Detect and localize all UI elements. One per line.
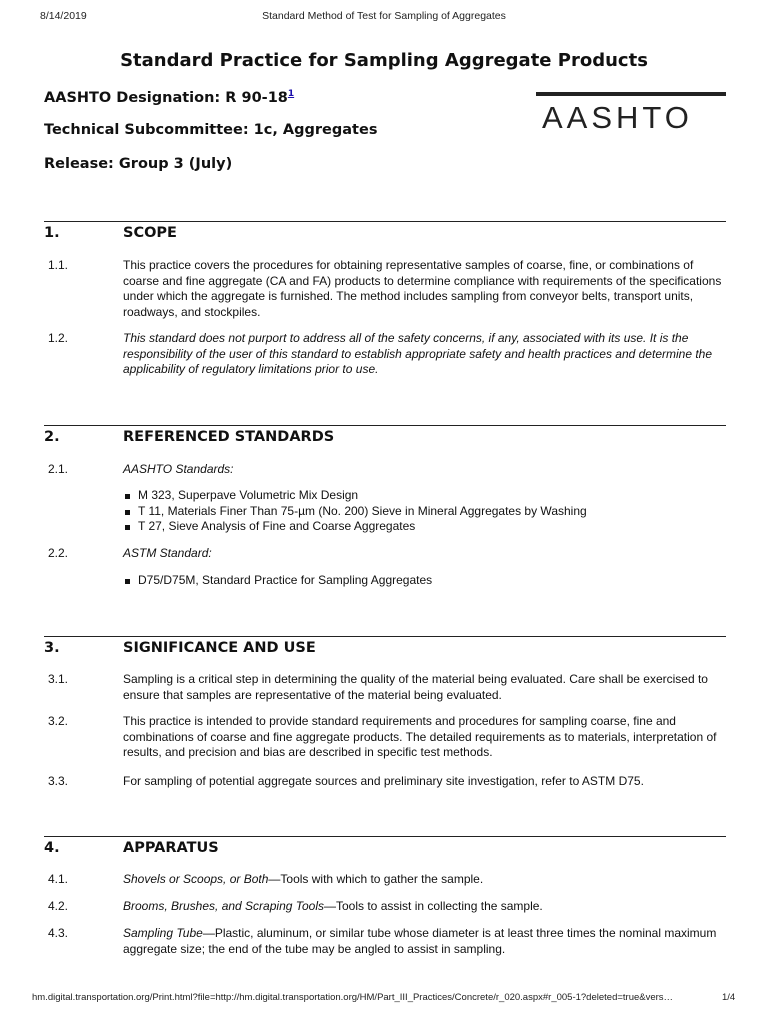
section-title: SCOPE xyxy=(123,225,177,241)
section-divider xyxy=(44,425,726,426)
footnote-link[interactable]: 1 xyxy=(287,89,295,99)
item-term: Brooms, Brushes, and Scraping Tools xyxy=(123,899,324,913)
item-text: For sampling of potential aggregate sources and preliminary site investigation, refer to ASTM D75. xyxy=(123,774,644,788)
section-number: 4. xyxy=(44,840,60,856)
list-item: M 323, Superpave Volumetric Mix Design xyxy=(123,488,587,504)
print-header xyxy=(0,6,768,22)
section-number: 1. xyxy=(44,225,60,241)
item-number: 4.3. xyxy=(48,926,69,940)
designation-label: AASHTO Designation: R 90-18 xyxy=(44,89,288,106)
item-text: ASTM Standard: xyxy=(123,546,212,560)
item-term: Sampling Tube xyxy=(123,926,203,940)
list-item: T 11, Materials Finer Than 75-µm (No. 200) Sieve in Mineral Aggregates by Washing xyxy=(123,504,587,520)
item-text xyxy=(123,899,723,915)
page-number: 1/4 xyxy=(722,992,736,1003)
item-number: 4.2. xyxy=(48,899,69,913)
reference-list xyxy=(123,488,587,535)
section-number: 2. xyxy=(44,429,60,445)
item-text: This practice covers the procedures for obtaining representative samples of coarse, fine, or combinations of coarse and fine aggregate (CA and FA) products to determine compliance with requirements of the specifications under which the aggregate is furnished. The method includes sampling from conveyor belts, transport units, roadways, and stockpiles. xyxy=(123,258,722,319)
item-number: 1.1. xyxy=(48,258,69,272)
page-url: hm.digital.transportation.org/Print.html?file=http://hm.digital.transportation.org/HM/Part_III_Practices/Concrete/r_020.aspx#r_005-1?deleted=true&vers… xyxy=(32,992,674,1003)
section-number: 3. xyxy=(44,640,60,656)
item-number: 4.1. xyxy=(48,872,69,886)
reference-list xyxy=(123,573,432,589)
designation xyxy=(44,89,294,106)
print-date: 8/14/2019 xyxy=(40,10,87,22)
item-text: This standard does not purport to address all of the safety concerns, if any, associated with its use. It is the responsibility of the user of this standard to establish appropriate safety and health practices and determine the applicability of regulatory limitations prior to use. xyxy=(123,331,713,376)
logo-text: AASHTO xyxy=(542,100,693,132)
item-text: AASHTO Standards: xyxy=(123,462,234,476)
section-title: SIGNIFICANCE AND USE xyxy=(123,640,316,656)
section-title: APPARATUS xyxy=(123,840,219,856)
item-definition: —Tools with which to gather the sample. xyxy=(268,872,484,886)
list-item: T 27, Sieve Analysis of Fine and Coarse Aggregates xyxy=(123,519,587,535)
section-divider xyxy=(44,636,726,637)
document-title: Standard Practice for Sampling Aggregate Products xyxy=(120,50,648,71)
aashto-logo xyxy=(536,92,726,132)
item-text: This practice is intended to provide standard requirements and procedures for sampling coarse, fine and combinations of coarse and fine aggregate products. The detailed requirements as to materials, interpretation of results, and precision and bias are described in specific test methods. xyxy=(123,714,717,759)
item-number: 3.3. xyxy=(48,774,69,788)
item-number: 3.1. xyxy=(48,672,69,686)
item-text: Sampling is a critical step in determining the quality of the material being evaluated. Care shall be exercised to ensure that samples are representative of the material being evaluated. xyxy=(123,672,708,702)
section-divider xyxy=(44,836,726,837)
item-number: 2.2. xyxy=(48,546,69,560)
item-text xyxy=(123,872,723,888)
item-number: 3.2. xyxy=(48,714,69,728)
item-number: 1.2. xyxy=(48,331,69,345)
item-number: 2.1. xyxy=(48,462,69,476)
item-definition: —Tools to assist in collecting the sample. xyxy=(324,899,543,913)
print-page-title: Standard Method of Test for Sampling of Aggregates xyxy=(262,10,506,22)
release: Release: Group 3 (July) xyxy=(44,156,233,172)
item-definition: —Plastic, aluminum, or similar tube whose diameter is at least three times the nominal maximum aggregate size; the end of the tube may be angled to assist in sampling. xyxy=(123,926,717,956)
section-divider xyxy=(44,221,726,222)
section-title: REFERENCED STANDARDS xyxy=(123,429,335,445)
item-text xyxy=(123,926,723,957)
list-item: D75/D75M, Standard Practice for Sampling Aggregates xyxy=(123,573,432,589)
subcommittee: Technical Subcommittee: 1c, Aggregates xyxy=(44,122,378,138)
item-term: Shovels or Scoops, or Both xyxy=(123,872,269,886)
